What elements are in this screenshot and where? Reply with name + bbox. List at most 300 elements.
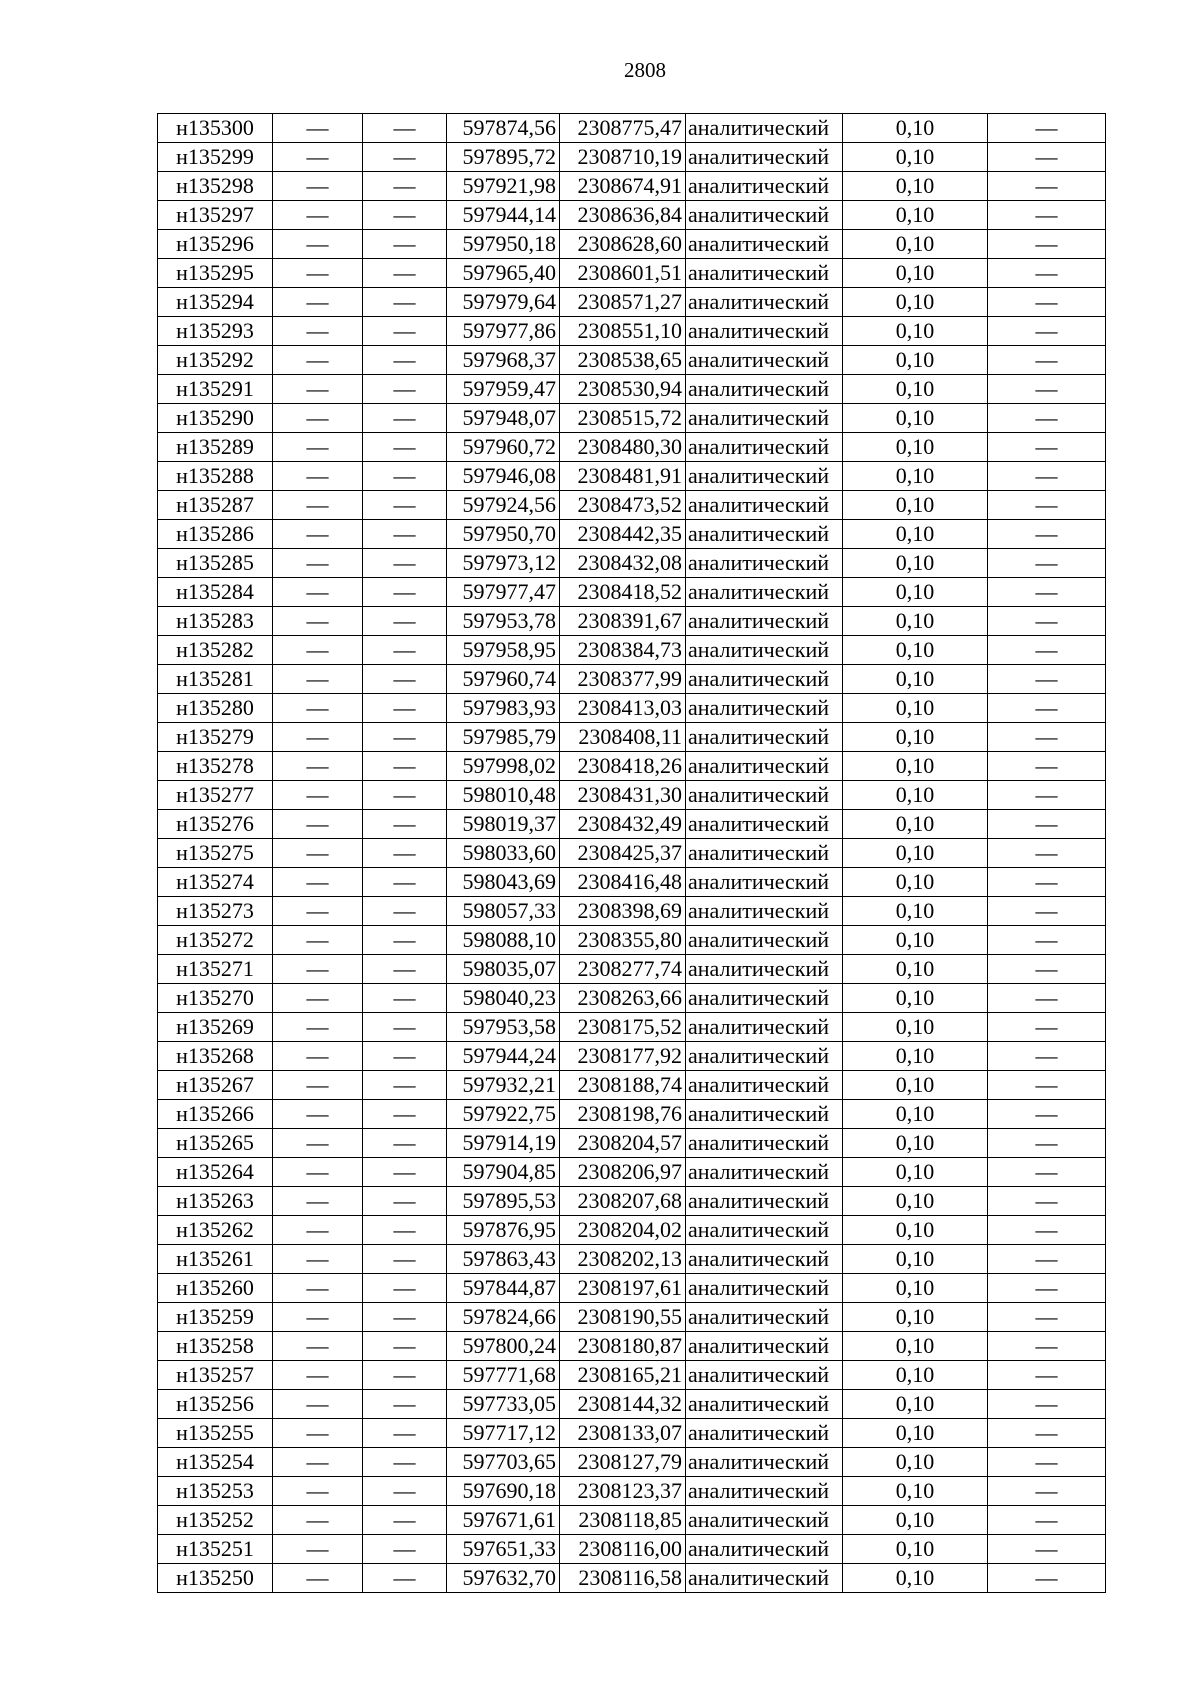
method-cell: аналитический (686, 839, 843, 868)
dash-cell: — (273, 1477, 363, 1506)
dash-cell: — (988, 1187, 1106, 1216)
y-coordinate-cell: 2308116,00 (560, 1535, 686, 1564)
dash-cell: — (988, 955, 1106, 984)
x-coordinate-cell: 597876,95 (447, 1216, 560, 1245)
table-row (158, 1535, 1106, 1564)
method-cell: аналитический (686, 317, 843, 346)
dash-cell: — (363, 549, 447, 578)
dash-cell: — (273, 143, 363, 172)
y-coordinate-cell: 2308418,52 (560, 578, 686, 607)
y-coordinate-cell: 2308180,87 (560, 1332, 686, 1361)
dash-cell: — (363, 1332, 447, 1361)
table-row (158, 433, 1106, 462)
dash-cell: — (988, 1274, 1106, 1303)
y-coordinate-cell: 2308206,97 (560, 1158, 686, 1187)
point-id-cell: н135299 (158, 143, 273, 172)
dash-cell: — (273, 230, 363, 259)
dash-cell: — (363, 491, 447, 520)
accuracy-cell: 0,10 (843, 114, 988, 143)
dash-cell: — (988, 549, 1106, 578)
dash-cell: — (273, 1303, 363, 1332)
dash-cell: — (363, 375, 447, 404)
dash-cell: — (988, 578, 1106, 607)
table-row (158, 1158, 1106, 1187)
dash-cell: — (988, 897, 1106, 926)
dash-cell: — (273, 1129, 363, 1158)
dash-cell: — (988, 1419, 1106, 1448)
dash-cell: — (273, 317, 363, 346)
point-id-cell: н135300 (158, 114, 273, 143)
accuracy-cell: 0,10 (843, 955, 988, 984)
x-coordinate-cell: 597998,02 (447, 752, 560, 781)
accuracy-cell: 0,10 (843, 1390, 988, 1419)
y-coordinate-cell: 2308277,74 (560, 955, 686, 984)
x-coordinate-cell: 597953,78 (447, 607, 560, 636)
table-row (158, 752, 1106, 781)
dash-cell: — (363, 1245, 447, 1274)
dash-cell: — (273, 723, 363, 752)
x-coordinate-cell: 597977,47 (447, 578, 560, 607)
y-coordinate-cell: 2308188,74 (560, 1071, 686, 1100)
table-row (158, 259, 1106, 288)
method-cell: аналитический (686, 1216, 843, 1245)
y-coordinate-cell: 2308551,10 (560, 317, 686, 346)
dash-cell: — (273, 897, 363, 926)
method-cell: аналитический (686, 1245, 843, 1274)
dash-cell: — (273, 1332, 363, 1361)
x-coordinate-cell: 597959,47 (447, 375, 560, 404)
table-row (158, 172, 1106, 201)
accuracy-cell: 0,10 (843, 288, 988, 317)
x-coordinate-cell: 597948,07 (447, 404, 560, 433)
accuracy-cell: 0,10 (843, 1564, 988, 1593)
dash-cell: — (988, 491, 1106, 520)
y-coordinate-cell: 2308207,68 (560, 1187, 686, 1216)
dash-cell: — (363, 868, 447, 897)
point-id-cell: н135296 (158, 230, 273, 259)
method-cell: аналитический (686, 375, 843, 404)
method-cell: аналитический (686, 1129, 843, 1158)
table-row (158, 1390, 1106, 1419)
dash-cell: — (273, 1216, 363, 1245)
table-row (158, 1274, 1106, 1303)
method-cell: аналитический (686, 491, 843, 520)
point-id-cell: н135273 (158, 897, 273, 926)
point-id-cell: н135269 (158, 1013, 273, 1042)
y-coordinate-cell: 2308481,91 (560, 462, 686, 491)
dash-cell: — (273, 694, 363, 723)
x-coordinate-cell: 598040,23 (447, 984, 560, 1013)
table-row (158, 607, 1106, 636)
table-row (158, 1245, 1106, 1274)
y-coordinate-cell: 2308413,03 (560, 694, 686, 723)
y-coordinate-cell: 2308408,11 (560, 723, 686, 752)
dash-cell: — (988, 926, 1106, 955)
dash-cell: — (988, 1535, 1106, 1564)
x-coordinate-cell: 598057,33 (447, 897, 560, 926)
x-coordinate-cell: 597771,68 (447, 1361, 560, 1390)
x-coordinate-cell: 597944,24 (447, 1042, 560, 1071)
y-coordinate-cell: 2308263,66 (560, 984, 686, 1013)
method-cell: аналитический (686, 288, 843, 317)
dash-cell: — (363, 462, 447, 491)
method-cell: аналитический (686, 1419, 843, 1448)
dash-cell: — (363, 172, 447, 201)
method-cell: аналитический (686, 665, 843, 694)
dash-cell: — (273, 491, 363, 520)
table-row (158, 230, 1106, 259)
dash-cell: — (273, 549, 363, 578)
method-cell: аналитический (686, 549, 843, 578)
dash-cell: — (988, 810, 1106, 839)
dash-cell: — (363, 1013, 447, 1042)
y-coordinate-cell: 2308391,67 (560, 607, 686, 636)
method-cell: аналитический (686, 955, 843, 984)
y-coordinate-cell: 2308190,55 (560, 1303, 686, 1332)
dash-cell: — (363, 1216, 447, 1245)
dash-cell: — (273, 172, 363, 201)
dash-cell: — (988, 723, 1106, 752)
y-coordinate-cell: 2308473,52 (560, 491, 686, 520)
method-cell: аналитический (686, 1390, 843, 1419)
x-coordinate-cell: 597960,72 (447, 433, 560, 462)
dash-cell: — (273, 1158, 363, 1187)
dash-cell: — (273, 346, 363, 375)
method-cell: аналитический (686, 607, 843, 636)
method-cell: аналитический (686, 1013, 843, 1042)
dash-cell: — (363, 984, 447, 1013)
x-coordinate-cell: 597690,18 (447, 1477, 560, 1506)
point-id-cell: н135251 (158, 1535, 273, 1564)
dash-cell: — (363, 1274, 447, 1303)
method-cell: аналитический (686, 1506, 843, 1535)
accuracy-cell: 0,10 (843, 346, 988, 375)
dash-cell: — (363, 607, 447, 636)
coordinates-table (157, 113, 1106, 1593)
x-coordinate-cell: 597953,58 (447, 1013, 560, 1042)
dash-cell: — (273, 1361, 363, 1390)
x-coordinate-cell: 597965,40 (447, 259, 560, 288)
method-cell: аналитический (686, 1042, 843, 1071)
dash-cell: — (273, 1506, 363, 1535)
point-id-cell: н135253 (158, 1477, 273, 1506)
dash-cell: — (363, 926, 447, 955)
dash-cell: — (273, 781, 363, 810)
dash-cell: — (363, 897, 447, 926)
dash-cell: — (273, 810, 363, 839)
table-row (158, 1216, 1106, 1245)
accuracy-cell: 0,10 (843, 1129, 988, 1158)
method-cell: аналитический (686, 520, 843, 549)
dash-cell: — (988, 201, 1106, 230)
x-coordinate-cell: 597895,53 (447, 1187, 560, 1216)
method-cell: аналитический (686, 752, 843, 781)
point-id-cell: н135291 (158, 375, 273, 404)
point-id-cell: н135279 (158, 723, 273, 752)
point-id-cell: н135250 (158, 1564, 273, 1593)
dash-cell: — (363, 1187, 447, 1216)
accuracy-cell: 0,10 (843, 839, 988, 868)
table-row (158, 404, 1106, 433)
accuracy-cell: 0,10 (843, 1448, 988, 1477)
dash-cell: — (988, 1332, 1106, 1361)
x-coordinate-cell: 597717,12 (447, 1419, 560, 1448)
x-coordinate-cell: 597800,24 (447, 1332, 560, 1361)
point-id-cell: н135286 (158, 520, 273, 549)
dash-cell: — (988, 636, 1106, 665)
point-id-cell: н135262 (158, 1216, 273, 1245)
x-coordinate-cell: 597703,65 (447, 1448, 560, 1477)
method-cell: аналитический (686, 1564, 843, 1593)
dash-cell: — (273, 607, 363, 636)
dash-cell: — (273, 665, 363, 694)
method-cell: аналитический (686, 897, 843, 926)
dash-cell: — (273, 984, 363, 1013)
method-cell: аналитический (686, 810, 843, 839)
dash-cell: — (988, 114, 1106, 143)
point-id-cell: н135283 (158, 607, 273, 636)
point-id-cell: н135254 (158, 1448, 273, 1477)
point-id-cell: н135263 (158, 1187, 273, 1216)
dash-cell: — (363, 839, 447, 868)
x-coordinate-cell: 597632,70 (447, 1564, 560, 1593)
point-id-cell: н135293 (158, 317, 273, 346)
table-row (158, 346, 1106, 375)
x-coordinate-cell: 597985,79 (447, 723, 560, 752)
table-row (158, 1477, 1106, 1506)
dash-cell: — (988, 317, 1106, 346)
accuracy-cell: 0,10 (843, 230, 988, 259)
y-coordinate-cell: 2308116,58 (560, 1564, 686, 1593)
accuracy-cell: 0,10 (843, 897, 988, 926)
point-id-cell: н135285 (158, 549, 273, 578)
dash-cell: — (273, 404, 363, 433)
dash-cell: — (273, 1042, 363, 1071)
dash-cell: — (988, 781, 1106, 810)
point-id-cell: н135278 (158, 752, 273, 781)
accuracy-cell: 0,10 (843, 1535, 988, 1564)
point-id-cell: н135288 (158, 462, 273, 491)
point-id-cell: н135257 (158, 1361, 273, 1390)
dash-cell: — (363, 578, 447, 607)
point-id-cell: н135290 (158, 404, 273, 433)
table-row (158, 1303, 1106, 1332)
accuracy-cell: 0,10 (843, 607, 988, 636)
point-id-cell: н135266 (158, 1100, 273, 1129)
point-id-cell: н135258 (158, 1332, 273, 1361)
dash-cell: — (988, 984, 1106, 1013)
point-id-cell: н135294 (158, 288, 273, 317)
table-row (158, 984, 1106, 1013)
y-coordinate-cell: 2308431,30 (560, 781, 686, 810)
dash-cell: — (363, 433, 447, 462)
accuracy-cell: 0,10 (843, 404, 988, 433)
method-cell: аналитический (686, 462, 843, 491)
dash-cell: — (363, 1100, 447, 1129)
accuracy-cell: 0,10 (843, 578, 988, 607)
accuracy-cell: 0,10 (843, 1419, 988, 1448)
dash-cell: — (363, 1158, 447, 1187)
point-id-cell: н135292 (158, 346, 273, 375)
dash-cell: — (988, 1303, 1106, 1332)
method-cell: аналитический (686, 1274, 843, 1303)
y-coordinate-cell: 2308377,99 (560, 665, 686, 694)
dash-cell: — (273, 1535, 363, 1564)
accuracy-cell: 0,10 (843, 781, 988, 810)
dash-cell: — (988, 1390, 1106, 1419)
point-id-cell: н135284 (158, 578, 273, 607)
y-coordinate-cell: 2308432,08 (560, 549, 686, 578)
dash-cell: — (273, 839, 363, 868)
method-cell: аналитический (686, 1332, 843, 1361)
point-id-cell: н135297 (158, 201, 273, 230)
table-row (158, 1448, 1106, 1477)
method-cell: аналитический (686, 723, 843, 752)
y-coordinate-cell: 2308674,91 (560, 172, 686, 201)
dash-cell: — (363, 636, 447, 665)
point-id-cell: н135265 (158, 1129, 273, 1158)
dash-cell: — (988, 375, 1106, 404)
x-coordinate-cell: 597863,43 (447, 1245, 560, 1274)
method-cell: аналитический (686, 1303, 843, 1332)
point-id-cell: н135271 (158, 955, 273, 984)
dash-cell: — (363, 955, 447, 984)
accuracy-cell: 0,10 (843, 1216, 988, 1245)
dash-cell: — (363, 114, 447, 143)
dash-cell: — (273, 114, 363, 143)
point-id-cell: н135261 (158, 1245, 273, 1274)
y-coordinate-cell: 2308165,21 (560, 1361, 686, 1390)
y-coordinate-cell: 2308480,30 (560, 433, 686, 462)
dash-cell: — (988, 1071, 1106, 1100)
x-coordinate-cell: 597973,12 (447, 549, 560, 578)
point-id-cell: н135276 (158, 810, 273, 839)
dash-cell: — (988, 462, 1106, 491)
dash-cell: — (363, 1506, 447, 1535)
x-coordinate-cell: 597950,70 (447, 520, 560, 549)
x-coordinate-cell: 597946,08 (447, 462, 560, 491)
accuracy-cell: 0,10 (843, 520, 988, 549)
point-id-cell: н135280 (158, 694, 273, 723)
dash-cell: — (988, 1042, 1106, 1071)
table-row (158, 1506, 1106, 1535)
x-coordinate-cell: 597960,74 (447, 665, 560, 694)
table-row (158, 781, 1106, 810)
x-coordinate-cell: 598043,69 (447, 868, 560, 897)
y-coordinate-cell: 2308418,26 (560, 752, 686, 781)
dash-cell: — (273, 1390, 363, 1419)
x-coordinate-cell: 597844,87 (447, 1274, 560, 1303)
y-coordinate-cell: 2308538,65 (560, 346, 686, 375)
y-coordinate-cell: 2308202,13 (560, 1245, 686, 1274)
table-row (158, 549, 1106, 578)
x-coordinate-cell: 597922,75 (447, 1100, 560, 1129)
table-row (158, 1100, 1106, 1129)
method-cell: аналитический (686, 433, 843, 462)
x-coordinate-cell: 597932,21 (447, 1071, 560, 1100)
x-coordinate-cell: 597914,19 (447, 1129, 560, 1158)
method-cell: аналитический (686, 1361, 843, 1390)
method-cell: аналитический (686, 1535, 843, 1564)
dash-cell: — (273, 288, 363, 317)
table-row (158, 1332, 1106, 1361)
table-row (158, 1042, 1106, 1071)
accuracy-cell: 0,10 (843, 1042, 988, 1071)
dash-cell: — (273, 375, 363, 404)
y-coordinate-cell: 2308442,35 (560, 520, 686, 549)
x-coordinate-cell: 598088,10 (447, 926, 560, 955)
dash-cell: — (363, 201, 447, 230)
dash-cell: — (363, 1129, 447, 1158)
dash-cell: — (988, 665, 1106, 694)
table-row (158, 810, 1106, 839)
y-coordinate-cell: 2308355,80 (560, 926, 686, 955)
table-row (158, 1419, 1106, 1448)
dash-cell: — (988, 868, 1106, 897)
accuracy-cell: 0,10 (843, 1158, 988, 1187)
dash-cell: — (273, 520, 363, 549)
accuracy-cell: 0,10 (843, 172, 988, 201)
accuracy-cell: 0,10 (843, 694, 988, 723)
y-coordinate-cell: 2308432,49 (560, 810, 686, 839)
accuracy-cell: 0,10 (843, 636, 988, 665)
page-number: 2808 (624, 58, 666, 82)
y-coordinate-cell: 2308515,72 (560, 404, 686, 433)
point-id-cell: н135277 (158, 781, 273, 810)
method-cell: аналитический (686, 1187, 843, 1216)
accuracy-cell: 0,10 (843, 752, 988, 781)
x-coordinate-cell: 597733,05 (447, 1390, 560, 1419)
accuracy-cell: 0,10 (843, 462, 988, 491)
table-row (158, 520, 1106, 549)
dash-cell: — (273, 926, 363, 955)
method-cell: аналитический (686, 201, 843, 230)
x-coordinate-cell: 597958,95 (447, 636, 560, 665)
dash-cell: — (273, 1274, 363, 1303)
point-id-cell: н135287 (158, 491, 273, 520)
dash-cell: — (988, 1245, 1106, 1274)
method-cell: аналитический (686, 984, 843, 1013)
point-id-cell: н135256 (158, 1390, 273, 1419)
dash-cell: — (273, 1071, 363, 1100)
dash-cell: — (273, 752, 363, 781)
dash-cell: — (273, 462, 363, 491)
dash-cell: — (988, 1158, 1106, 1187)
accuracy-cell: 0,10 (843, 1071, 988, 1100)
x-coordinate-cell: 597950,18 (447, 230, 560, 259)
x-coordinate-cell: 598019,37 (447, 810, 560, 839)
x-coordinate-cell: 597979,64 (447, 288, 560, 317)
table-row (158, 926, 1106, 955)
dash-cell: — (988, 1361, 1106, 1390)
table-row (158, 723, 1106, 752)
dash-cell: — (273, 1013, 363, 1042)
x-coordinate-cell: 598033,60 (447, 839, 560, 868)
table-row (158, 1361, 1106, 1390)
coordinates-table-body (158, 114, 1106, 1593)
y-coordinate-cell: 2308197,61 (560, 1274, 686, 1303)
dash-cell: — (988, 1448, 1106, 1477)
method-cell: аналитический (686, 114, 843, 143)
table-row (158, 1013, 1106, 1042)
table-row (158, 839, 1106, 868)
method-cell: аналитический (686, 1158, 843, 1187)
accuracy-cell: 0,10 (843, 1245, 988, 1274)
method-cell: аналитический (686, 868, 843, 897)
dash-cell: — (363, 1419, 447, 1448)
method-cell: аналитический (686, 1100, 843, 1129)
dash-cell: — (273, 433, 363, 462)
